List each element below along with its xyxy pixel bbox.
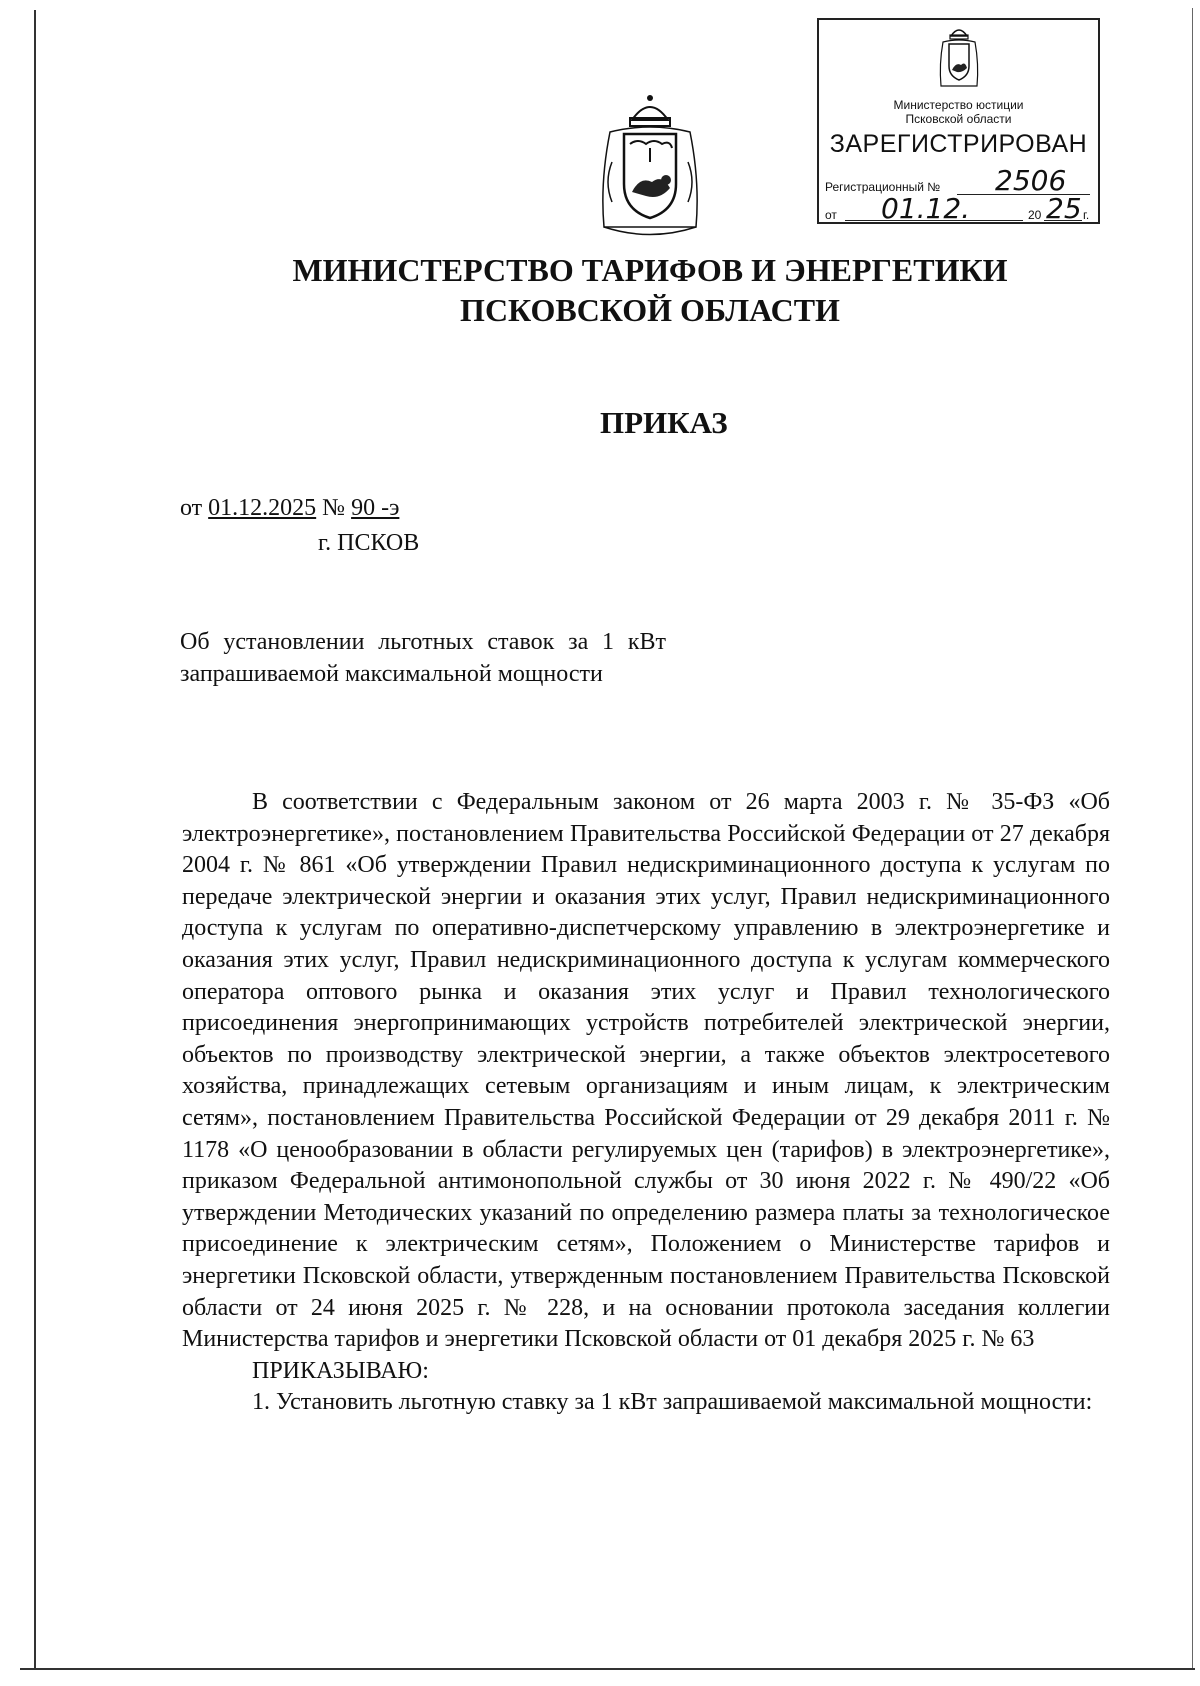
stamp-date-prefix: от [825, 208, 837, 222]
order-number: 90 -э [351, 495, 400, 521]
stamp-date-day: 01.12. [881, 192, 971, 225]
stamp-reg-number-label: Регистрационный № [825, 180, 941, 194]
ministry-title-line2: ПСКОВСКОЙ ОБЛАСТИ [460, 292, 840, 328]
registration-stamp [817, 18, 1100, 224]
stamp-ministry-line1: Министерство юстиции [893, 98, 1024, 112]
page-edge-right [1192, 8, 1193, 1670]
coat-of-arms-emblem [590, 92, 710, 242]
stamp-year: 25 [1046, 192, 1082, 225]
stamp-reg-number: 2506 [995, 164, 1067, 197]
stamp-ministry [819, 98, 1098, 126]
preamble-paragraph: В соответствии с Федеральным законом от 26 марта 2003 г. № 35-ФЗ «Об электроэнергетике», постановлением Правительства Российской Федерации от 27 декабря 2004 г. № 861 «Об утверждении Правил недискриминационного доступа к услугам по передаче электрической энергии и оказания этих услуг, Правил недискриминационного доступа к услугам по оперативно-диспетчерскому управлению в электроэнергетике и оказания этих услуг, Правил недискриминационного доступа к услугам коммерческого оператора оптового рынка и оказания этих услуг и Правил технологического присоединения энергопринимающих устройств потребителей электрической энергии, объектов по производству электрической энергии, а также объектов электросетевого хозяйства, принадлежащих сетевым организациям и иным лицам, к электрическим сетям», постановлением Правительства Российской Федерации от 29 декабря 2011 г. № 1178 «О ценообразовании в области регулируемых цен (тарифов) в электроэнергетике», приказом Федеральной антимонопольной службы от 30 июня 2022 г. № 490/22 «Об утверждении Методических указаний по определению размера платы за технологическое присоединение к электрическим сетям», Положением о Министерстве тарифов и энергетики Псковской области, утвержденным постановлением Правительства Псковской области от 24 июня 2025 г. № 228, и на основании протокола заседания коллегии Министерства тарифов и энергетики Псковской области от 01 декабря 2025 г. № 63 [182, 789, 1110, 1353]
order-directive: ПРИКАЗЫВАЮ: [252, 1357, 429, 1384]
order-item-1: 1. Установить льготную ставку за 1 кВт запрашиваемой максимальной мощности: [252, 1389, 1093, 1416]
document-type-heading: ПРИКАЗ [600, 405, 728, 440]
order-body [182, 787, 1110, 1419]
page-edge-left [34, 10, 36, 1670]
number-prefix: № [316, 495, 352, 521]
order-date: 01.12.2025 [208, 495, 317, 521]
page-edge-bottom [20, 1668, 1195, 1670]
stamp-year-suffix: г. [1083, 208, 1090, 222]
order-date-number-line [180, 495, 399, 522]
ot-prefix: от [180, 495, 209, 521]
city: г. ПСКОВ [318, 530, 420, 556]
ministry-title [220, 250, 1080, 330]
stamp-ministry-line2: Псковской области [905, 112, 1012, 126]
stamp-date-row [825, 192, 1095, 225]
stamp-registered-label: ЗАРЕГИСТРИРОВАН [829, 130, 1088, 158]
stamp-year-prefix: 20 [1028, 208, 1042, 222]
stamp-coat-of-arms-emblem [935, 24, 983, 92]
ministry-title-line1: МИНИСТЕРСТВО ТАРИФОВ И ЭНЕРГЕТИКИ [292, 252, 1008, 288]
order-subject: Об установлении льготных ставок за 1 кВт запрашиваемой максимальной мощности [180, 629, 666, 687]
